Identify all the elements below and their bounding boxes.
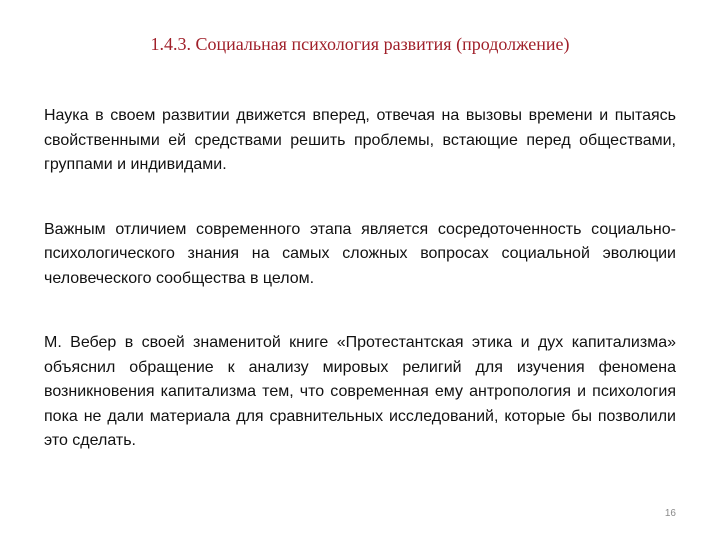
page-number: 16 xyxy=(664,508,676,519)
paragraph-2: Важным отличием современного этапа является сосредоточенность социально-психологического знания на самых сложных вопросах социальной эволюции человеческого сообщества в целом. xyxy=(44,220,676,287)
slide-content xyxy=(44,104,676,454)
paragraph-3: М. Вебер в своей знаменитой книге «Протестантская этика и дух капитализма» объяснил обращение к анализу мировых религий для изучения феномена возникновения капитализма тем, что современная ему антропология и психология пока не дали материала для сравнительных исследований, которые бы позволили это сделать. xyxy=(44,334,676,449)
paragraph-1: Наука в своем развитии движется вперед, отвечая на вызовы времени и пытаясь свойственными ей средствами решить проблемы, встающие перед обществами, группами и индивидами. xyxy=(44,107,676,173)
slide-title: 1.4.3. Социальная психология развития (продолжение) xyxy=(150,34,570,54)
